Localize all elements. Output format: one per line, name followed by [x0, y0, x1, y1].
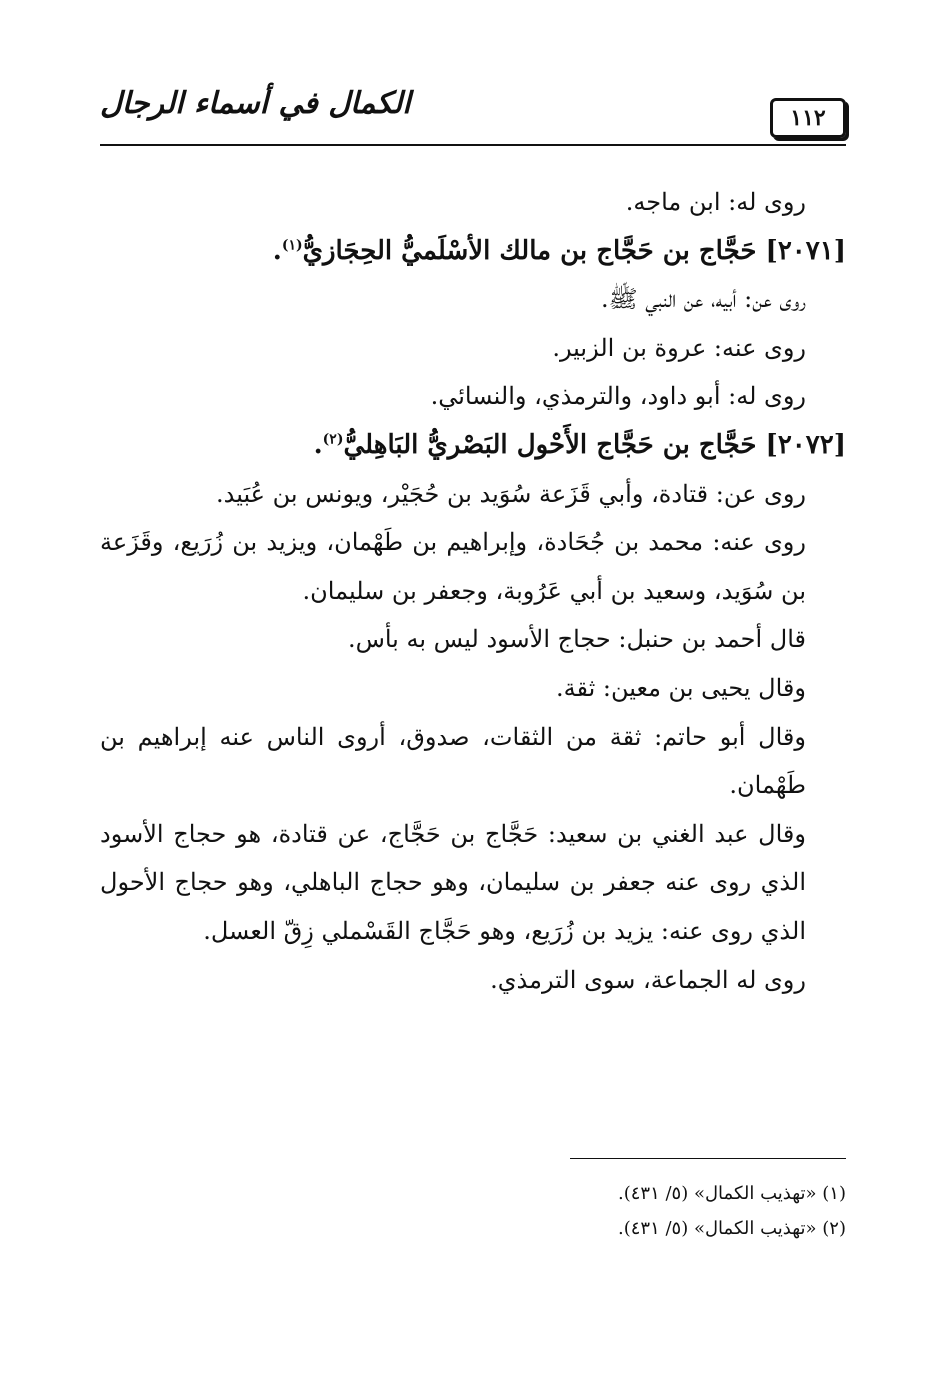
entry-name: حَجَّاج بن حَجَّاج الأَحْول البَصْريُّ البَاهِليُّ: [343, 429, 757, 460]
footnote-rule: [570, 1158, 846, 1159]
paragraph: روى عنه: عروة بن الزبير.: [552, 333, 806, 362]
entry-name: حَجَّاج بن حَجَّاج بن مالك الأسْلَميُّ الحِجَازيُّ: [302, 235, 757, 266]
paragraph: قال أحمد بن حنبل: حجاج الأسود ليس به بأس.: [347, 625, 806, 654]
punctuation: .: [272, 235, 282, 266]
footnote-ref: (١): [281, 236, 303, 253]
paragraph: وقال يحيى بن معين: ثقة.: [555, 673, 806, 702]
paragraph: وقال عبد الغني بن سعيد: حَجَّاج بن حَجَّاج، عن قتادة، هو حجاج الأسود الذي روى عنه جعفر بن سليمان، وهو حجاج الباهلي، وهو حجاج الأحول الذي روى عنه: يزيد بن زُرَيع، وهو حَجَّاج القَسْملي زِقّ العسل.: [100, 819, 806, 945]
paragraph: وقال أبو حاتم: ثقة من الثقات، صدوق، أروى الناس عنه إبراهيم بن طَهْمان.: [100, 722, 806, 800]
page-number: ١١٢: [770, 98, 846, 138]
main-text: [100, 178, 846, 1004]
footnote: (١) «تهذيب الكمال» (٥/ ٤٣١).: [617, 1183, 846, 1204]
entry-number: [٢٠٧١]: [765, 235, 846, 266]
page-header: [100, 82, 846, 146]
footnotes: [100, 1176, 846, 1246]
footnote: (٢) «تهذيب الكمال» (٥/ ٤٣١).: [617, 1218, 846, 1239]
entry-heading-2072: [100, 421, 846, 470]
paragraph: روى عن: أبيه، عن النبي ﷺ.: [600, 285, 806, 314]
entry-heading-2071: [100, 227, 846, 276]
paragraph: روى عن: قتادة، وأبي قَزَعة سُوَيد بن حُجَيْر، ويونس بن عُبَيد.: [215, 479, 806, 508]
paragraph: روى له: ابن ماجه.: [625, 188, 806, 216]
paragraph: روى له الجماعة، سوى الترمذي.: [490, 965, 806, 994]
paragraph: روى له: أبو داود، والترمذي، والنسائي.: [430, 382, 806, 411]
header-rule: [100, 144, 846, 146]
book-title: الكمال في أسماء الرجال: [100, 86, 411, 121]
footnote-ref: (٢): [322, 431, 344, 448]
punctuation: .: [313, 429, 323, 460]
paragraph: روى عنه: محمد بن جُحَادة، وإبراهيم بن طَهْمان، ويزيد بن زُرَيع، وقَزَعة بن سُوَيد، وسعيد بن أبي عَرُوبة، وجعفر بن سليمان.: [100, 528, 806, 605]
entry-number: [٢٠٧٢]: [765, 429, 846, 460]
